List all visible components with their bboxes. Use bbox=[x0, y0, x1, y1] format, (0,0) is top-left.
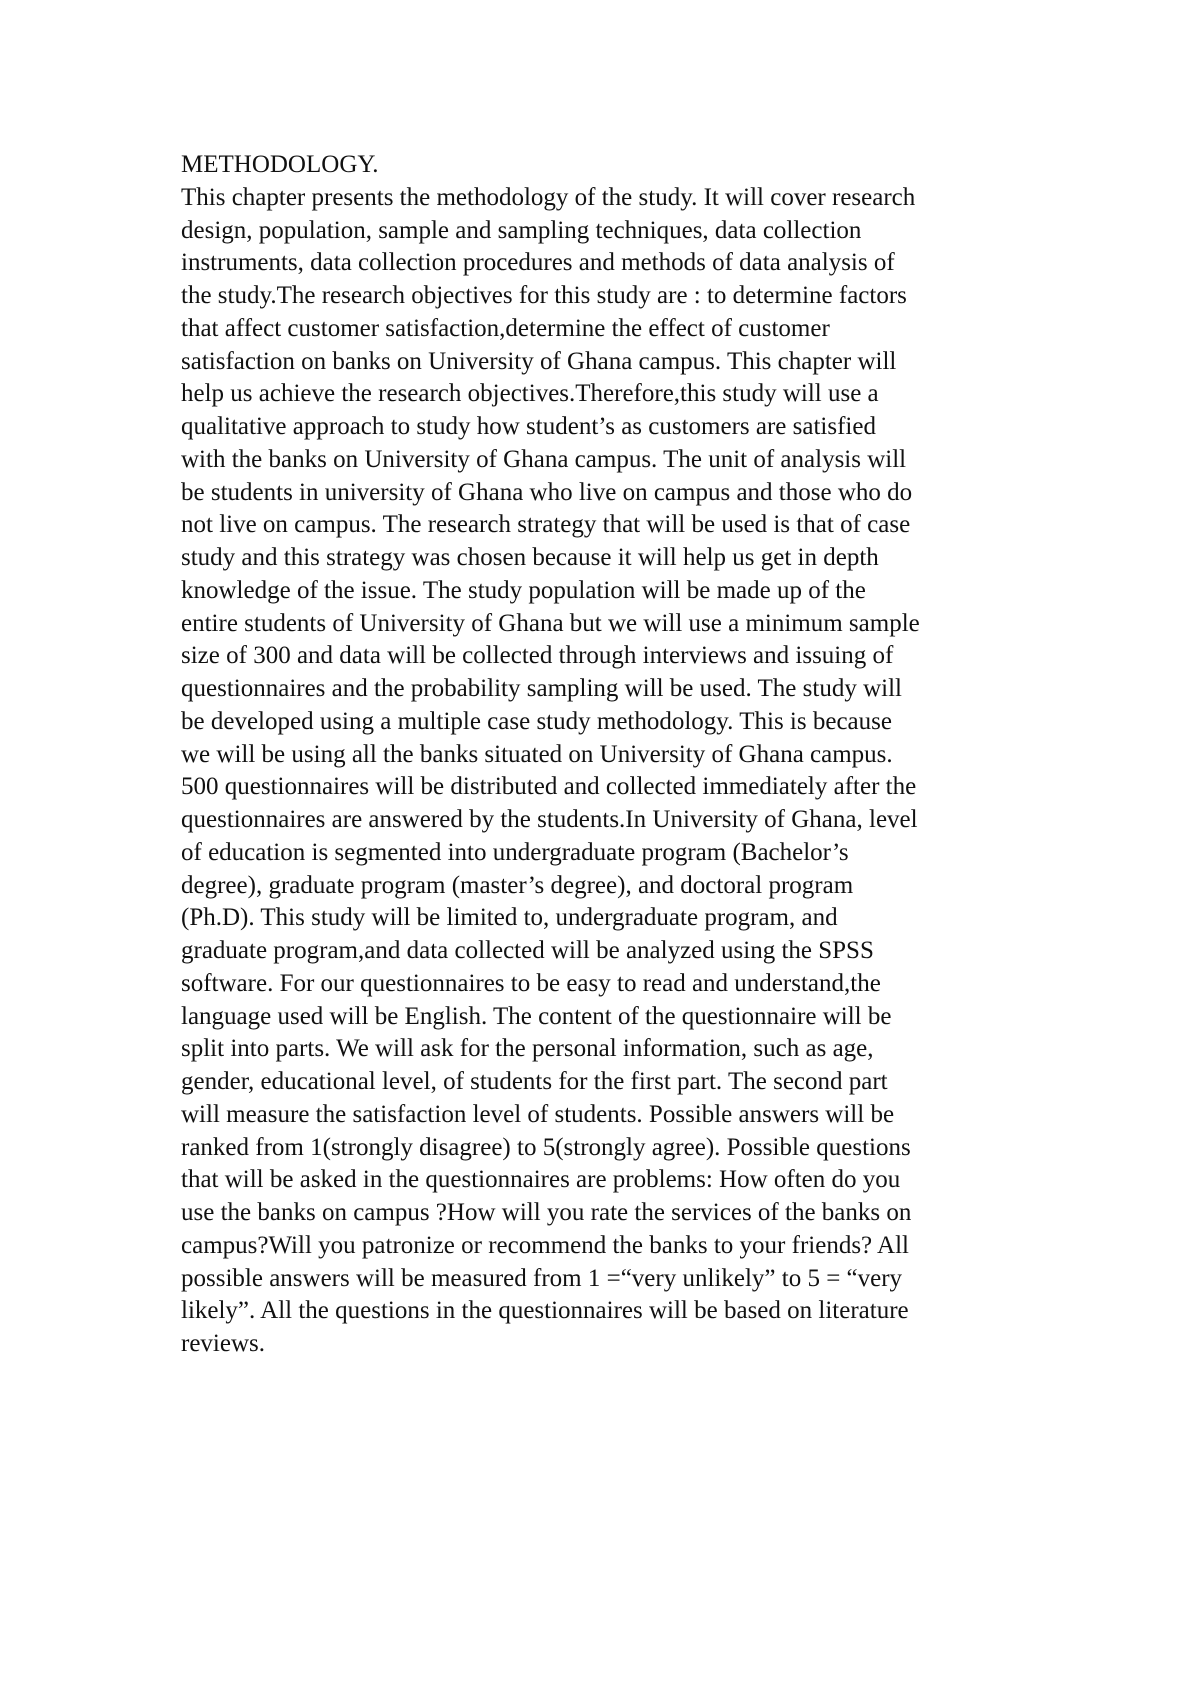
document-body bbox=[181, 149, 1041, 1361]
body-line: be developed using a multiple case study methodology. This is because bbox=[181, 707, 892, 735]
body-line: 500 questionnaires will be distributed and collected immediately after the bbox=[181, 773, 917, 801]
body-line: not live on campus. The research strategy that will be used is that of case bbox=[181, 511, 911, 539]
body-line: satisfaction on banks on University of Ghana campus. This chapter will bbox=[181, 347, 897, 375]
body-line: the study.The research objectives for this study are : to determine factors bbox=[181, 282, 907, 309]
body-line: that will be asked in the questionnaires are problems: How often do you bbox=[181, 1166, 901, 1194]
body-line: questionnaires are answered by the students.In University of Ghana, level bbox=[181, 806, 918, 833]
body-line: instruments, data collection procedures and methods of data analysis of bbox=[181, 249, 895, 277]
document-heading: METHODOLOGY. bbox=[181, 151, 379, 178]
body-line: be students in university of Ghana who live on campus and those who do bbox=[181, 478, 913, 506]
body-line: This chapter presents the methodology of the study. It will cover research bbox=[181, 183, 916, 211]
body-line: will measure the satisfaction level of students. Possible answers will be bbox=[181, 1100, 895, 1128]
body-line: design, population, sample and sampling techniques, data collection bbox=[181, 216, 862, 244]
body-line: gender, educational level, of students for the first part. The second part bbox=[181, 1068, 888, 1095]
body-line: qualitative approach to study how student’s as customers are satisfied bbox=[181, 413, 876, 440]
body-line: likely”. All the questions in the questionnaires will be based on literature bbox=[181, 1297, 909, 1325]
body-line: help us achieve the research objectives.Therefore,this study will use a bbox=[181, 380, 879, 408]
body-line: reviews. bbox=[181, 1330, 265, 1357]
body-line: possible answers will be measured from 1 =“very unlikely” to 5 = “very bbox=[181, 1264, 903, 1292]
body-line: graduate program,and data collected will be analyzed using the SPSS bbox=[181, 937, 874, 964]
body-line: language used will be English. The content of the questionnaire will be bbox=[181, 1002, 892, 1030]
body-line: split into parts. We will ask for the personal information, such as age, bbox=[181, 1035, 874, 1063]
body-line: degree), graduate program (master’s degree), and doctoral program bbox=[181, 871, 854, 899]
body-line: use the banks on campus ?How will you rate the services of the banks on bbox=[181, 1199, 912, 1226]
body-line: knowledge of the issue. The study population will be made up of the bbox=[181, 576, 866, 604]
body-line: we will be using all the banks situated on University of Ghana campus. bbox=[181, 740, 893, 768]
body-line: of education is segmented into undergraduate program (Bachelor’s bbox=[181, 838, 849, 866]
body-line: ranked from 1(strongly disagree) to 5(strongly agree). Possible questions bbox=[181, 1133, 911, 1161]
body-line: study and this strategy was chosen because it will help us get in depth bbox=[181, 544, 879, 571]
body-line: questionnaires and the probability sampling will be used. The study will bbox=[181, 675, 902, 702]
body-line: software. For our questionnaires to be easy to read and understand,the bbox=[181, 969, 881, 997]
body-line: entire students of University of Ghana but we will use a minimum sample bbox=[181, 609, 920, 637]
body-line: campus?Will you patronize or recommend the banks to your friends? All bbox=[181, 1231, 909, 1259]
body-line: size of 300 and data will be collected through interviews and issuing of bbox=[181, 642, 894, 670]
body-line: (Ph.D). This study will be limited to, undergraduate program, and bbox=[181, 904, 838, 932]
body-line: with the banks on University of Ghana campus. The unit of analysis will bbox=[181, 445, 907, 473]
body-line: that affect customer satisfaction,determine the effect of customer bbox=[181, 314, 830, 342]
